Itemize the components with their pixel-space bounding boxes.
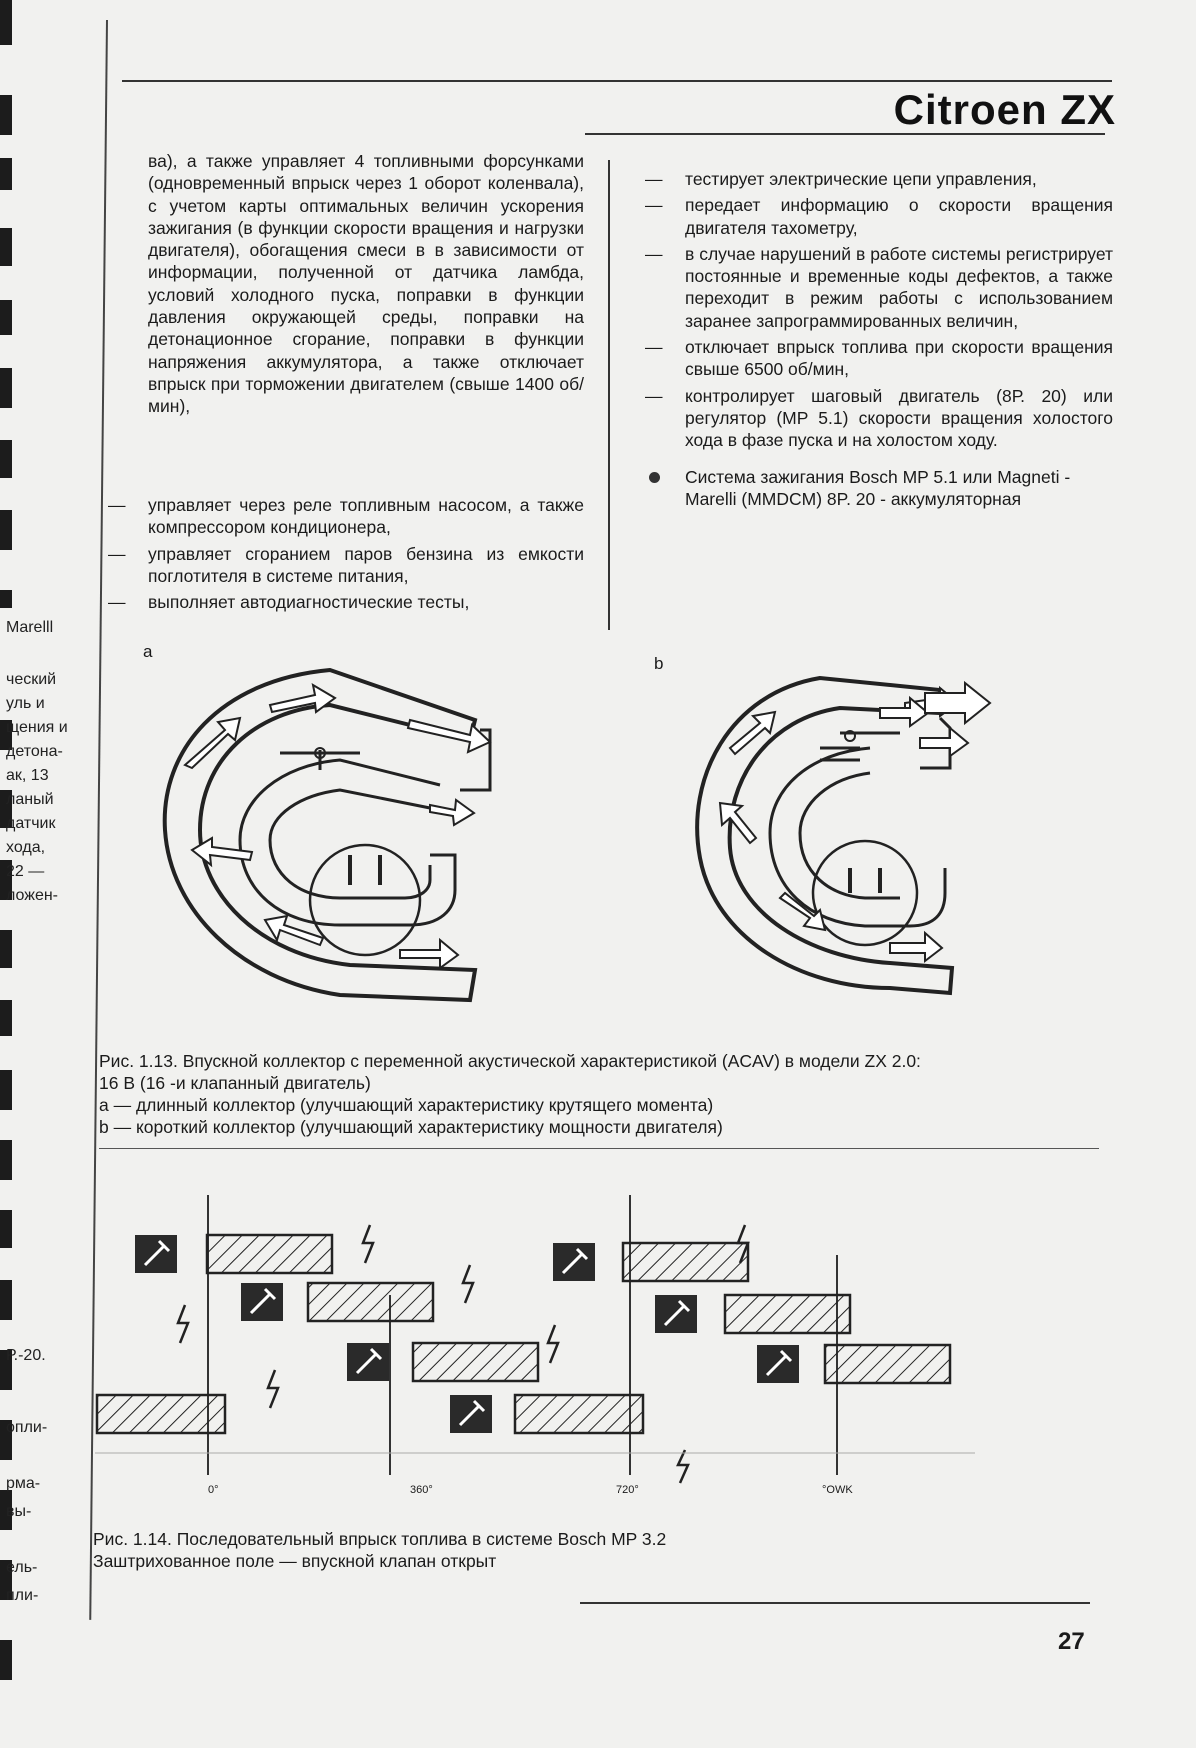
margin-fragment: ель- [6,1559,38,1576]
list-item: — передает информацию о скорости вращения двигателя тахометру, [645,195,1113,238]
margin-fragment: щения и [6,719,68,736]
margin-fragment: детона- [6,743,63,760]
list-item: — управляет через реле топливным насосом, а также компрессором кондиционера, [108,495,584,538]
manifold-diagram-b [690,668,1100,1018]
header-rule [122,80,1112,82]
paragraph-intro: ва), а также управляет 4 топливными форсунками (одновременный впрыск через 1 оборот коленвала), с учетом карты оптимальных величин ускорения зажигания (в функции скорости вращения и нагрузки двигателя), обогащения смеси в в зависимости от информации, полученной от датчика ламбда, условий холодного пуска, поправки в функции давления окружающей среды, поправки на детонационное сгорание, поправки в функции напряжения аккумулятора, а также отключает впрыск при торможении двигателем (свыше 1400 об/мин), [148,151,584,417]
figure1-caption: Рис. 1.13. Впускной коллектор с переменной акустической характеристикой (ACAV) в модели ZX 2.0: 16 B (16 -и клапанный двигатель) a — длинный коллектор (улучшающий характеристику крутящего момента) b — короткий коллектор (улучшающий характеристику мощности двигателя) [99,1051,921,1137]
list-item: — контролирует шаговый двигатель (8Р. 20) или регулятор (MP 5.1) скорости вращения холостого хода в фазе пуска и на холостом ходу. [645,385,1113,451]
list-item: — в случае нарушений в работе системы регистрирует постоянные и временные коды дефектов, а также переходит в режим работы с использованием заранее запрограммированных величин, [645,243,1113,331]
axis-label-360: 360° [410,1484,433,1496]
margin-fragment: ческий [6,671,57,688]
brand-title: Citroen ZX [893,86,1116,133]
margin-fragment: Marelll [6,619,54,636]
margin-fragment: 22 — [6,863,45,880]
axis-label-720: 720° [616,1484,639,1496]
list-item: — отключает впрыск топлива при скорости вращения свыше 6500 об/мин, [645,337,1113,380]
margin-fragment: хода, [6,839,46,856]
margin-fragment: опли- [6,1419,48,1436]
figure-label-b: b [654,654,664,673]
bullet-item: Система зажигания Bosch MP 5.1 или Magneti - Marelli (MMDCM) 8P. 20 - аккумуляторная [645,466,1113,511]
right-column [645,168,1113,510]
margin-fragment: вы- [6,1503,32,1520]
injection-timing-diagram [95,1195,975,1495]
figure1-rule [99,1148,1099,1149]
axis-label-owk: °ОWK [822,1484,853,1496]
margin-fragment: Р.-20. [6,1347,46,1364]
bullet-dot-icon [649,472,660,483]
list-item: — выполняет автодиагностические тесты, [108,592,470,613]
margin-fragment: датчик [6,815,56,832]
margin-fragment: уль и [6,695,45,712]
margin-fragment: ак, 13 [6,767,49,784]
list-item: — управляет сгоранием паров бензина из емкости поглотителя в системе питания, [108,543,584,586]
figure2-caption: Рис. 1.14. Последовательный впрыск топлива в системе Bosch MP 3.2 Заштрихованное поле — впускной клапан открыт [93,1529,667,1571]
footer-rule [580,1602,1090,1604]
margin-fragment: пли- [6,1587,39,1604]
axis-label-0: 0° [208,1484,219,1496]
margin-fragment: рма- [6,1475,41,1492]
list-item: — тестирует электрические цепи управления, [645,169,1037,189]
figure-label-a: a [143,642,153,661]
column-separator [608,160,610,630]
manifold-diagram-a [140,650,610,1020]
left-column-list [108,494,584,617]
margin-fragment: ложен- [6,887,58,904]
margin-fragment: ланый [6,791,54,808]
page-number: 27 [1058,1628,1085,1655]
left-column [148,150,584,418]
